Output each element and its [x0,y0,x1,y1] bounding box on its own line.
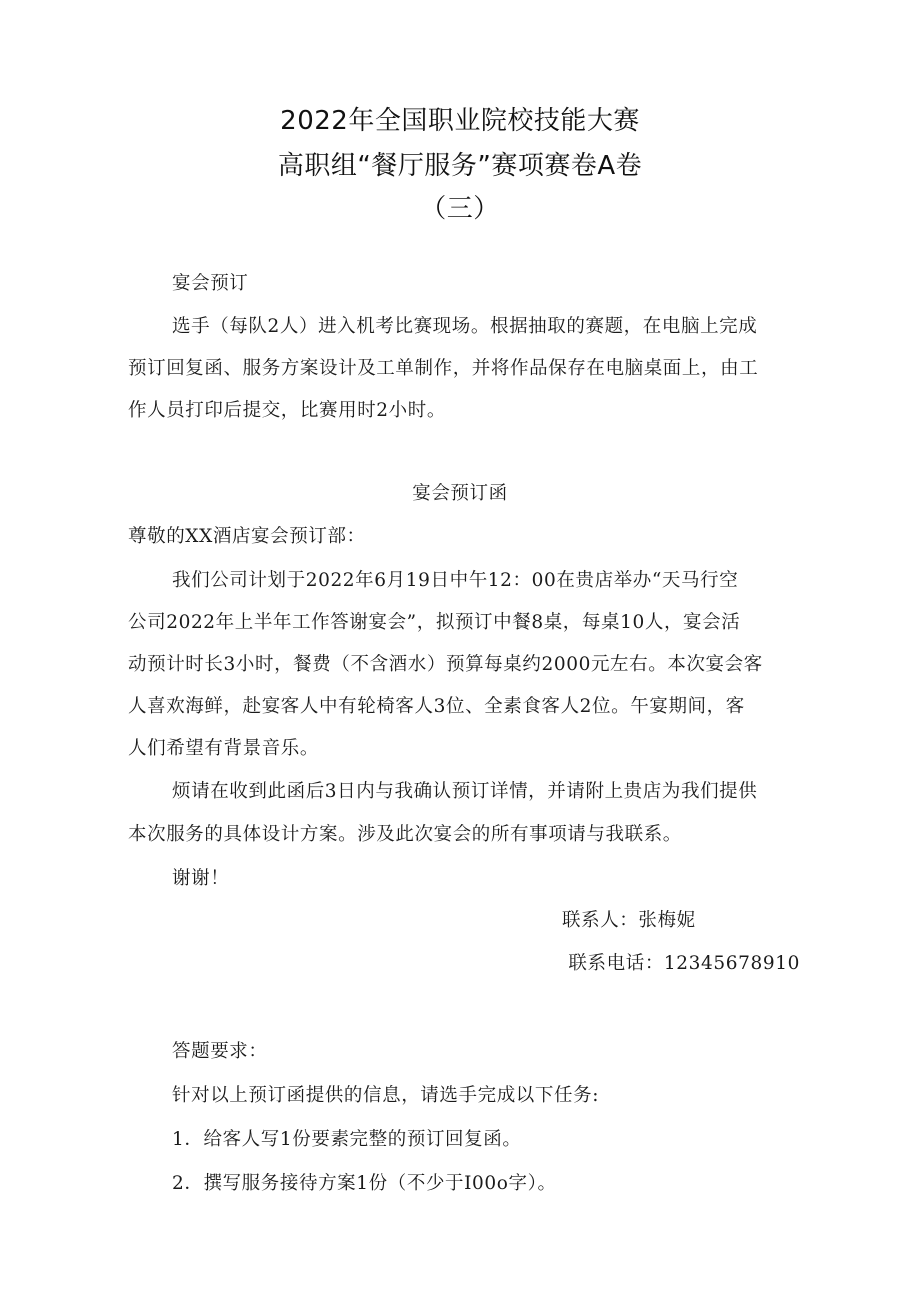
section-title-banquet-booking: 宴会预订 [172,273,249,294]
letter-paragraph-line: 烦请在收到此函后3日内与我确认预订详情，并请附上贵店为我们提供 [172,781,758,802]
intro-line: 预订回复函、服务方案设计及工单制作，并将作品保存在电脑桌面上，由工 [128,358,759,379]
requirement-item: 2．撰写服务接待方案1份（不少于I00o字）。 [172,1173,557,1194]
letter-paragraph-line: 本次服务的具体设计方案。涉及此次宴会的所有事项请与我联系。 [128,824,682,845]
letter-paragraph-line: 人喜欢海鲜，赴宴客人中有轮椅客人3位、全素食客人2位。午宴期间，客 [128,696,745,717]
requirement-item: 1．给客人写1份要素完整的预订回复函。 [172,1129,522,1150]
letter-paragraph-line: 我们公司计划于2022年6月19日中午12：00在贵店举办“天马行空 [172,570,739,591]
intro-line: 选手（每队2人）进入机考比赛现场。根据抽取的赛题，在电脑上完成 [172,316,758,337]
letter-paragraph-line: 动预计时长3小时，餐费（不含酒水）预算每桌约2000元左右。本次宴会客 [128,654,763,675]
letter-thanks: 谢谢！ [172,868,230,889]
letter-paragraph-line: 人们希望有背景音乐。 [128,738,320,759]
letter-title: 宴会预订函 [412,483,508,504]
contact-person: 联系人：张梅妮 [562,910,696,931]
contact-phone: 联系电话：12345678910 [568,953,800,974]
requirements-intro: 针对以上预订函提供的信息，请选手完成以下任务: [172,1085,600,1106]
requirements-title: 答题要求： [172,1041,268,1062]
letter-salutation: 尊敬的XX酒店宴会预订部： [128,526,366,547]
title-line-1: 2022年全国职业院校技能大赛 [280,106,640,136]
title-line-3: （三） [420,194,500,224]
intro-line: 作人员打印后提交，比赛用时2小时。 [128,400,446,421]
letter-paragraph-line: 公司2022年上半年工作答谢宴会”，拟预订中餐8桌，每桌10人，宴会活 [128,612,741,633]
title-line-2: 高职组“餐厅服务”赛项赛卷A卷 [277,151,643,181]
